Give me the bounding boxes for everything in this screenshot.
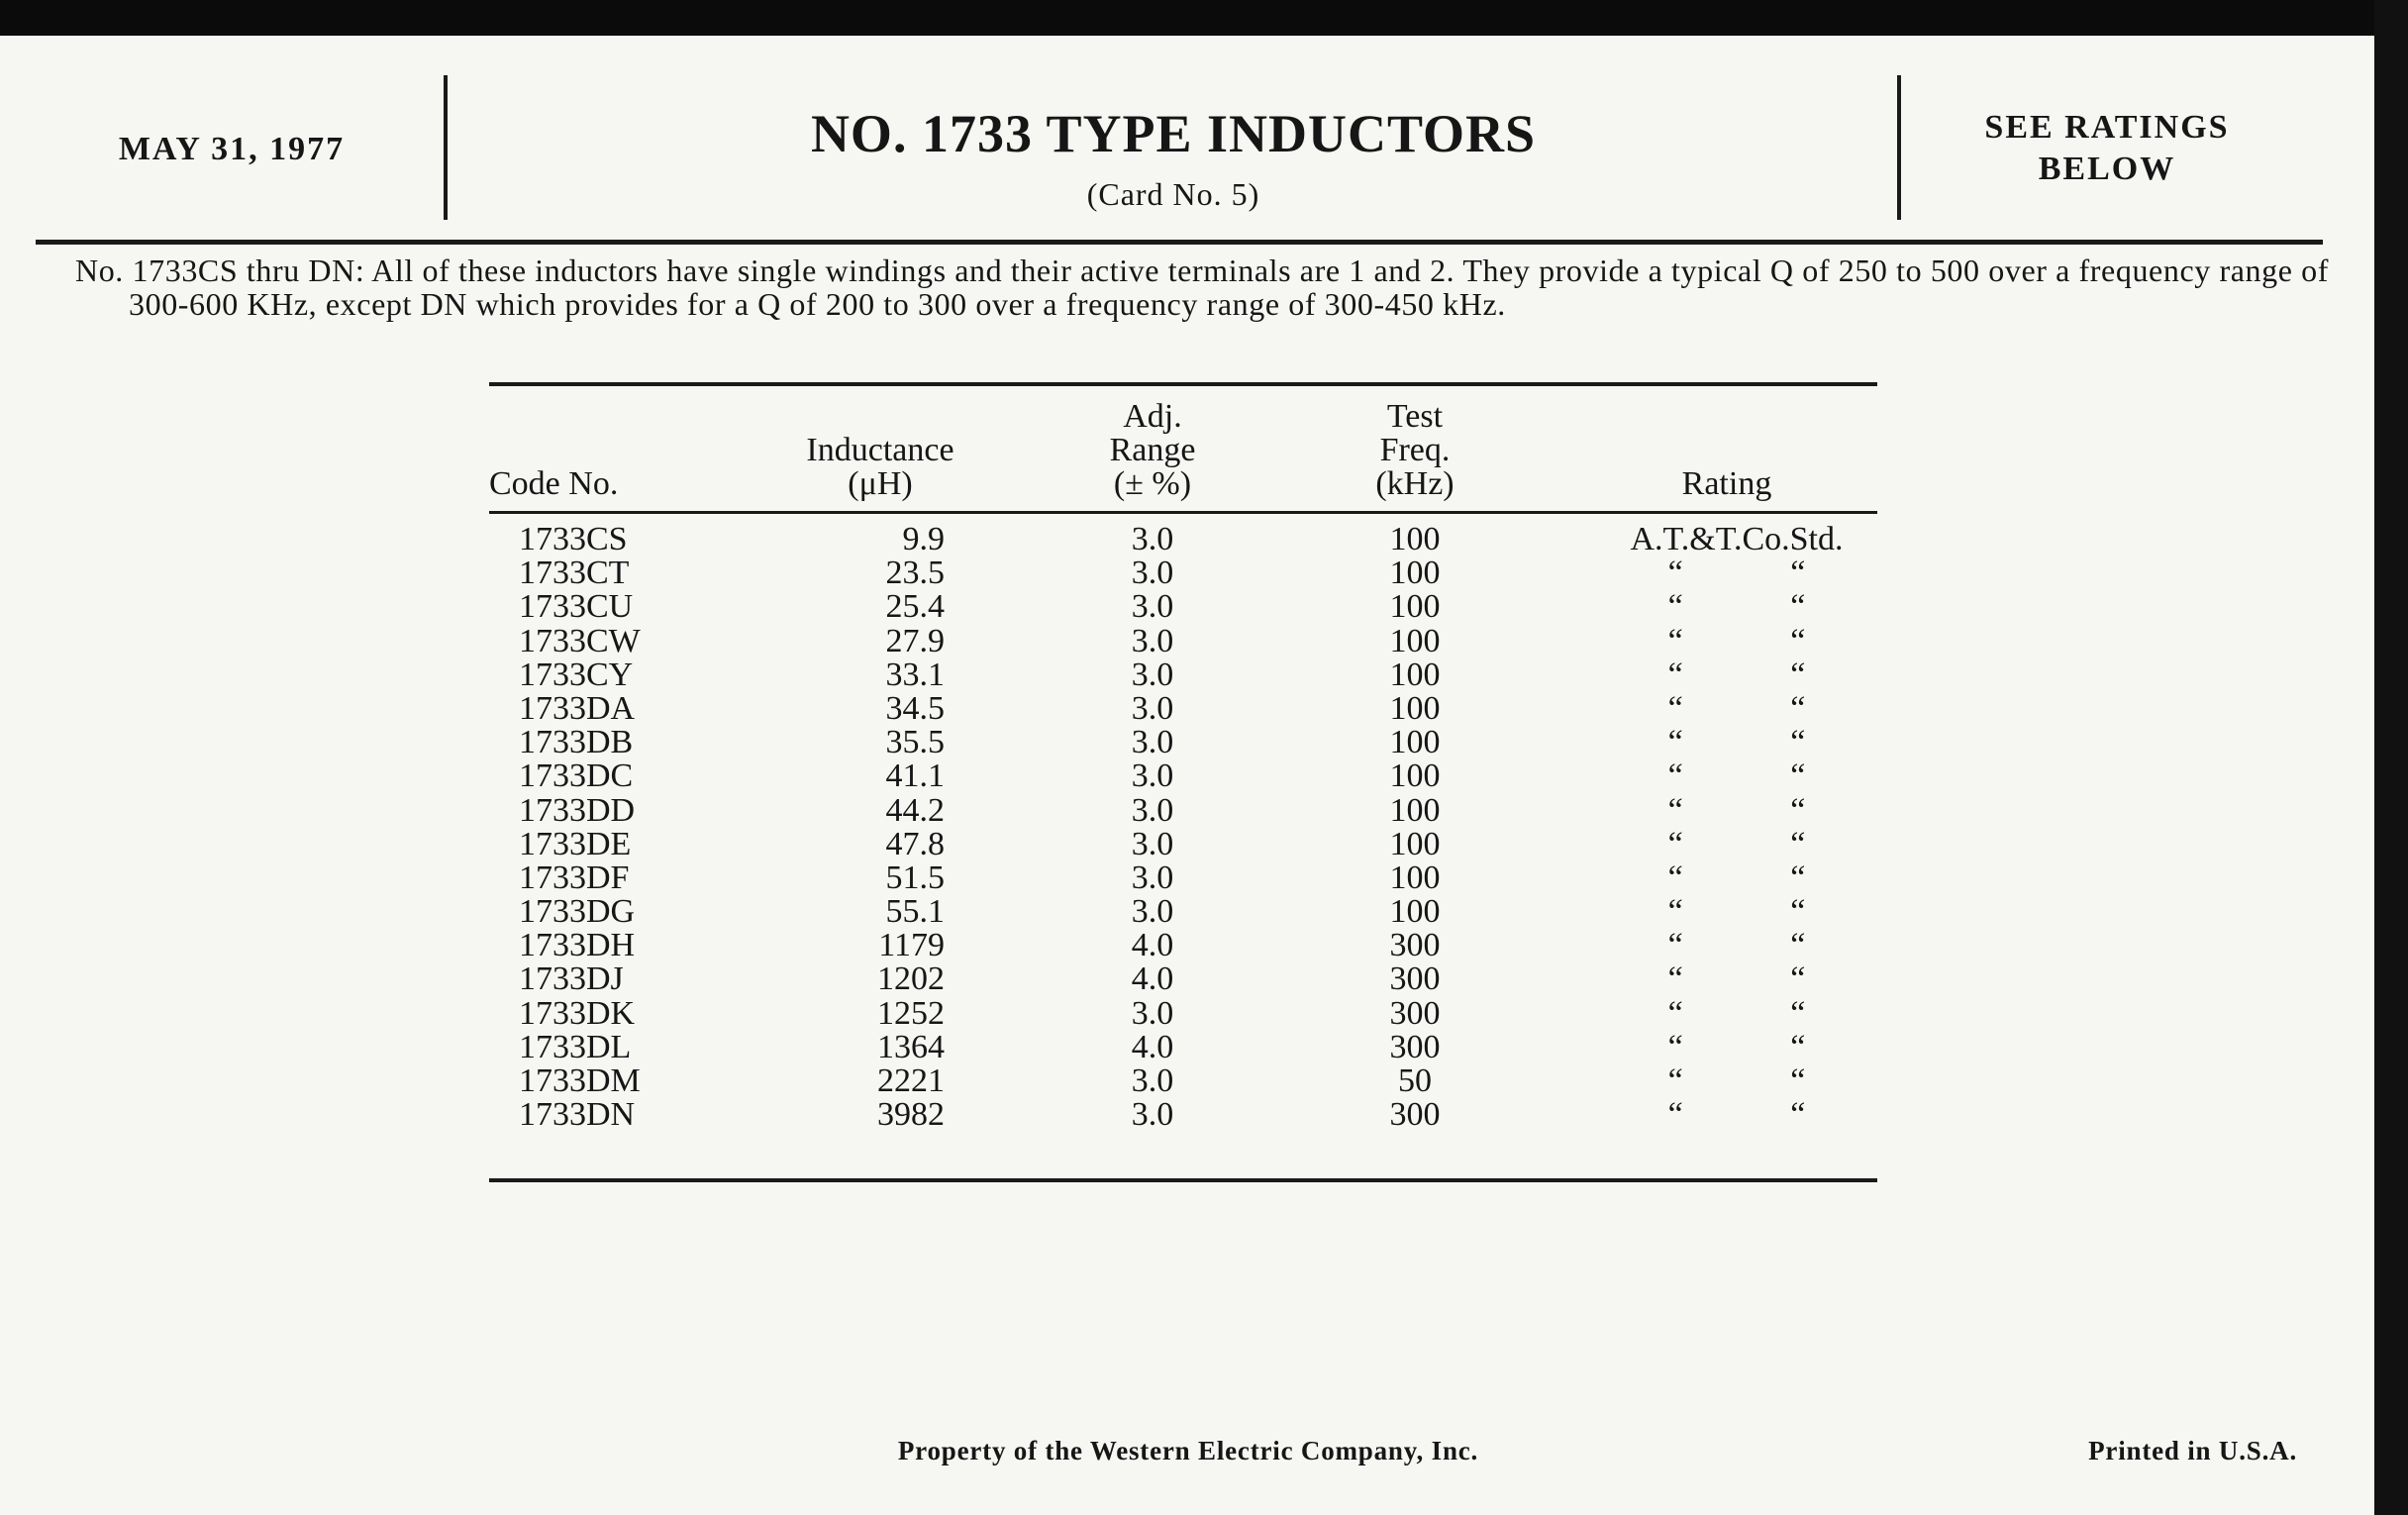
card-header xyxy=(36,55,2323,240)
table-row xyxy=(489,556,1877,590)
rating-cell: “ “ xyxy=(1667,758,1806,795)
adj-range-cell: 3.0 xyxy=(1131,758,1174,795)
header-rule xyxy=(36,240,2323,245)
table-row xyxy=(489,622,1877,659)
description-paragraph: No. 1733CS thru DN: All of these inductors have single windings and their active terminals are 1 and 2. They provide a typical Q of 250 to 500 over a frequency range of 300-600 KHz, except DN which provides for a Q of 200 to 300 over a frequency range of 300-450 kHz. xyxy=(75,252,2329,322)
test-freq-cell: 100 xyxy=(1389,689,1441,727)
rating-cell: “ “ xyxy=(1667,825,1806,862)
table-row xyxy=(489,929,1877,962)
code-cell: 1733DJ xyxy=(519,960,624,998)
rating-cell: “ “ xyxy=(1667,960,1806,998)
inductance-cell: 47.8 xyxy=(885,825,945,862)
header-code xyxy=(489,382,667,511)
header-range-label: Range xyxy=(1109,432,1196,468)
adj-range-cell: 3.0 xyxy=(1131,656,1174,693)
inductance-cell: 9.9 xyxy=(902,521,945,557)
rating-cell: “ “ xyxy=(1667,791,1806,829)
test-freq-cell: 100 xyxy=(1389,791,1441,829)
scan-edge xyxy=(2374,0,2408,1515)
rating-note-line2: BELOW xyxy=(2038,151,2176,187)
rating-note-line1: SEE RATINGS xyxy=(1984,109,2230,146)
test-freq-cell: 100 xyxy=(1389,656,1441,693)
header-test-freq xyxy=(1301,382,1529,511)
rating-cell: “ “ xyxy=(1667,622,1806,659)
code-cell: 1733DA xyxy=(519,689,636,727)
code-cell: 1733DK xyxy=(519,994,636,1032)
test-freq-cell: 100 xyxy=(1389,555,1441,592)
header-adj-range xyxy=(1044,382,1261,511)
inductance-cell: 1252 xyxy=(877,994,945,1032)
rating-cell: “ “ xyxy=(1667,588,1806,626)
test-freq-cell: 100 xyxy=(1389,858,1441,896)
table-row xyxy=(489,726,1877,759)
code-cell: 1733DC xyxy=(519,758,634,795)
table-row xyxy=(489,858,1877,896)
code-cell: 1733DM xyxy=(519,1062,641,1099)
rating-cell: “ “ xyxy=(1667,893,1806,931)
adj-range-cell: 3.0 xyxy=(1131,622,1174,659)
test-freq-cell: 100 xyxy=(1389,724,1441,761)
table-bottom-rule xyxy=(489,1178,1877,1182)
adj-range-cell: 3.0 xyxy=(1131,893,1174,931)
header-code-label: Code No. xyxy=(489,465,619,502)
inductance-cell: 41.1 xyxy=(885,758,945,795)
test-freq-cell: 100 xyxy=(1389,758,1441,795)
card-number: (Card No. 5) xyxy=(1086,176,1260,212)
adj-range-cell: 3.0 xyxy=(1131,588,1174,626)
code-cell: 1733DE xyxy=(519,825,632,862)
table-header-rule xyxy=(489,511,1877,514)
table-row xyxy=(489,895,1877,929)
adj-range-cell: 4.0 xyxy=(1131,960,1174,998)
adj-range-cell: 3.0 xyxy=(1131,724,1174,761)
table-row xyxy=(489,962,1877,996)
card-title: NO. 1733 TYPE INDUCTORS xyxy=(810,104,1537,163)
inductance-cell: 2221 xyxy=(877,1062,945,1099)
test-freq-cell: 300 xyxy=(1389,927,1441,964)
printed-notice: Printed in U.S.A. xyxy=(2088,1436,2297,1465)
code-cell: 1733DB xyxy=(519,724,634,761)
inductance-cell: 23.5 xyxy=(885,555,945,592)
inductance-cell: 34.5 xyxy=(885,689,945,727)
table-row xyxy=(489,689,1877,727)
rating-cell: “ “ xyxy=(1667,555,1806,592)
adj-range-cell: 3.0 xyxy=(1131,1062,1174,1099)
test-freq-cell: 100 xyxy=(1389,893,1441,931)
rating-cell: “ “ xyxy=(1667,724,1806,761)
table-row xyxy=(489,1028,1877,1065)
adj-range-cell: 3.0 xyxy=(1131,825,1174,862)
code-cell: 1733DL xyxy=(519,1028,632,1065)
rating-cell: A.T.&T.Co.Std. xyxy=(1630,521,1844,557)
test-freq-cell: 300 xyxy=(1389,960,1441,998)
header-inductance xyxy=(766,382,994,511)
adj-range-cell: 3.0 xyxy=(1131,858,1174,896)
code-cell: 1733CS xyxy=(519,521,628,557)
adj-range-cell: 4.0 xyxy=(1131,927,1174,964)
table-row xyxy=(489,825,1877,862)
test-freq-cell: 300 xyxy=(1389,1096,1441,1134)
header-inductance-label: Inductance xyxy=(806,432,954,468)
rating-cell: “ “ xyxy=(1667,689,1806,727)
inductance-cell: 3982 xyxy=(877,1096,945,1134)
adj-range-cell: 3.0 xyxy=(1131,689,1174,727)
code-cell: 1733DN xyxy=(519,1096,636,1134)
code-cell: 1733DF xyxy=(519,858,630,896)
table-row xyxy=(489,1064,1877,1098)
code-cell: 1733DH xyxy=(519,927,636,964)
code-cell: 1733DG xyxy=(519,893,636,931)
code-cell: 1733CY xyxy=(519,656,634,693)
header-rating xyxy=(1578,382,1875,511)
table-row xyxy=(489,759,1877,793)
header-rating-label: Rating xyxy=(1681,465,1772,502)
header-inductance-unit: (μH) xyxy=(848,465,913,502)
header-adj-label: Adj. xyxy=(1123,398,1182,435)
inductance-cell: 51.5 xyxy=(885,858,945,896)
inductance-cell: 25.4 xyxy=(885,588,945,626)
test-freq-cell: 300 xyxy=(1389,1028,1441,1065)
code-cell: 1733CW xyxy=(519,622,641,659)
test-freq-cell: 300 xyxy=(1389,994,1441,1032)
rating-cell: “ “ xyxy=(1667,1028,1806,1065)
table-row xyxy=(489,590,1877,624)
header-divider-left xyxy=(444,75,448,220)
rating-cell: “ “ xyxy=(1667,994,1806,1032)
header-test-label: Test xyxy=(1386,398,1444,435)
inductance-cell: 27.9 xyxy=(885,622,945,659)
adj-range-cell: 3.0 xyxy=(1131,555,1174,592)
test-freq-cell: 100 xyxy=(1389,622,1441,659)
adj-range-cell: 3.0 xyxy=(1131,1096,1174,1134)
rating-cell: “ “ xyxy=(1667,1062,1806,1099)
test-freq-cell: 100 xyxy=(1389,521,1441,557)
code-cell: 1733CT xyxy=(519,555,630,592)
inductance-cell: 1179 xyxy=(878,927,945,964)
inductance-cell: 35.5 xyxy=(885,724,945,761)
rating-cell: “ “ xyxy=(1667,656,1806,693)
rating-cell: “ “ xyxy=(1667,1096,1806,1134)
adj-range-cell: 3.0 xyxy=(1131,994,1174,1032)
table-row xyxy=(489,523,1877,556)
table-body xyxy=(489,523,1877,1132)
rating-cell: “ “ xyxy=(1667,858,1806,896)
code-cell: 1733CU xyxy=(519,588,634,626)
adj-range-cell: 3.0 xyxy=(1131,521,1174,557)
header-freq-label: Freq. xyxy=(1379,432,1451,468)
header-divider-right xyxy=(1897,75,1901,220)
test-freq-cell: 100 xyxy=(1389,588,1441,626)
table-row xyxy=(489,1098,1877,1132)
test-freq-cell: 100 xyxy=(1389,825,1441,862)
inductance-cell: 55.1 xyxy=(885,893,945,931)
inductance-cell: 33.1 xyxy=(885,656,945,693)
table-row xyxy=(489,791,1877,829)
code-cell: 1733DD xyxy=(519,791,636,829)
inductance-cell: 44.2 xyxy=(885,791,945,829)
rating-cell: “ “ xyxy=(1667,927,1806,964)
issue-date: MAY 31, 1977 xyxy=(118,131,346,167)
test-freq-cell: 50 xyxy=(1398,1062,1432,1099)
inductance-cell: 1364 xyxy=(877,1028,945,1065)
table-row xyxy=(489,994,1877,1032)
inductance-cell: 1202 xyxy=(877,960,945,998)
header-freq-unit: (kHz) xyxy=(1375,465,1455,502)
header-adj-unit: (± %) xyxy=(1113,465,1192,502)
adj-range-cell: 4.0 xyxy=(1131,1028,1174,1065)
property-notice: Property of the Western Electric Company, Inc. xyxy=(897,1436,1479,1465)
rating-note xyxy=(1907,107,2307,190)
catalog-card xyxy=(0,36,2374,1515)
table-row xyxy=(489,658,1877,692)
adj-range-cell: 3.0 xyxy=(1131,791,1174,829)
